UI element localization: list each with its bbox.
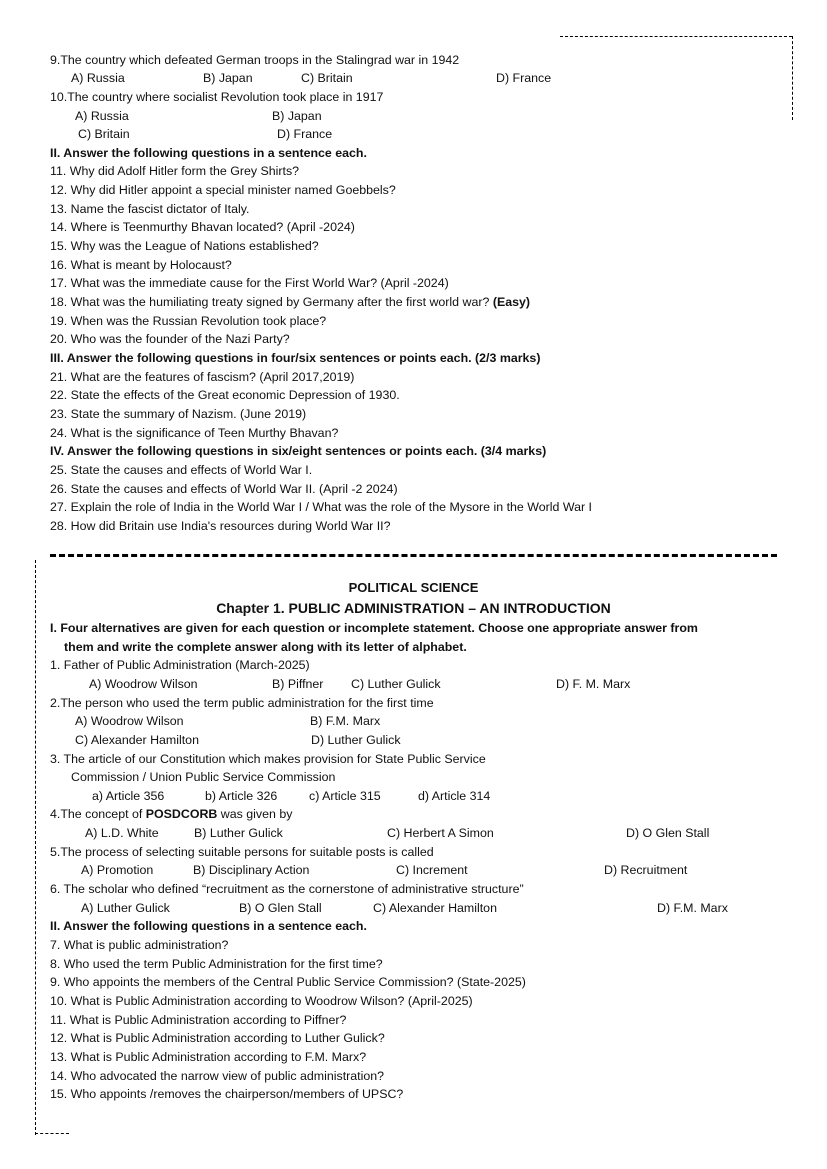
question-9: 9.The country which defeated German troops in the Stalingrad war in 1942	[50, 53, 460, 67]
q4-option-c: C) Herbert A Simon	[387, 826, 494, 840]
question-item: 20. Who was the founder of the Nazi Party?	[50, 332, 290, 346]
question-item: 9. Who appoints the members of the Central Public Service Commission? (State-2025)	[50, 975, 526, 989]
question-item: 27. Explain the role of India in the World War I / What was the role of the Mysore in the World War I	[50, 500, 592, 514]
right-border	[792, 36, 793, 120]
question-item: 24. What is the significance of Teen Murthy Bhavan?	[50, 426, 339, 440]
chapter-title: Chapter 1. PUBLIC ADMINISTRATION – AN INTRODUCTION	[216, 600, 611, 616]
question-5: 5.The process of selecting suitable persons for suitable posts is called	[50, 845, 434, 859]
section-divider	[50, 554, 777, 557]
bottom-border	[35, 1133, 69, 1134]
question-3: 3. The article of our Constitution which makes provision for State Public Service	[50, 752, 486, 766]
q4-option-b: B) Luther Gulick	[194, 826, 283, 840]
question-item	[50, 295, 530, 310]
posdcorb-term: POSDCORB	[145, 807, 218, 821]
q5-option-b: B) Disciplinary Action	[193, 863, 310, 877]
q4-text-pre: 4.The concept of	[50, 807, 146, 821]
question-item: 11. Why did Adolf Hitler form the Grey Shirts?	[50, 164, 300, 178]
question-item: 11. What is Public Administration according to Piffner?	[50, 1013, 347, 1027]
q2-option-a: A) Woodrow Wilson	[75, 714, 184, 728]
section-heading: II. Answer the following questions in a sentence each.	[50, 146, 367, 160]
q9-option-a: A) Russia	[71, 71, 125, 85]
q6-option-c: C) Alexander Hamilton	[373, 901, 497, 915]
difficulty-tag: (Easy)	[492, 295, 531, 309]
q2-option-b: B) F.M. Marx	[310, 714, 381, 728]
q10-option-a: A) Russia	[75, 109, 129, 123]
q1-option-c: C) Luther Gulick	[351, 677, 441, 691]
question-2: 2.The person who used the term public administration for the first time	[50, 696, 434, 710]
question-item: 12. What is Public Administration according to Luther Gulick?	[50, 1031, 385, 1045]
q2-option-c: C) Alexander Hamilton	[75, 733, 199, 747]
section-heading: II. Answer the following questions in a sentence each.	[50, 919, 367, 933]
question-item: 13. What is Public Administration according to F.M. Marx?	[50, 1050, 367, 1064]
q9-option-d: D) France	[496, 71, 552, 85]
q3-option-c: c) Article 315	[309, 789, 381, 803]
question-18-text: 18. What was the humiliating treaty signed by Germany after the first world war?	[50, 295, 490, 309]
q1-option-b: B) Piffner	[272, 677, 324, 691]
subject-title: POLITICAL SCIENCE	[348, 580, 479, 595]
q3-option-b: b) Article 326	[205, 789, 278, 803]
q10-option-c: C) Britain	[78, 127, 130, 141]
top-border	[560, 36, 792, 37]
question-item: 23. State the summary of Nazism. (June 2019)	[50, 407, 307, 421]
question-item: 22. State the effects of the Great economic Depression of 1930.	[50, 388, 400, 402]
q6-option-a: A) Luther Gulick	[81, 901, 170, 915]
question-4	[50, 807, 292, 822]
q6-option-d: D) F.M. Marx	[657, 901, 728, 915]
q9-option-b: B) Japan	[203, 71, 253, 85]
section-heading: I. Four alternatives are given for each question or incomplete statement. Choose one appropriate answer from	[50, 621, 698, 635]
question-6: 6. The scholar who defined “recruitment as the cornerstone of administrative structure”	[50, 882, 524, 896]
question-item: 13. Name the fascist dictator of Italy.	[50, 202, 250, 216]
question-3-cont: Commission / Union Public Service Commission	[71, 770, 336, 784]
q3-option-d: d) Article 314	[418, 789, 491, 803]
q2-option-d: D) Luther Gulick	[311, 733, 401, 747]
q4-option-d: D) O Glen Stall	[626, 826, 710, 840]
question-item: 14. Where is Teenmurthy Bhavan located? (April -2024)	[50, 220, 355, 234]
q4-option-a: A) L.D. White	[85, 826, 159, 840]
q3-option-a: a) Article 356	[92, 789, 165, 803]
question-item: 10. What is Public Administration according to Woodrow Wilson? (April-2025)	[50, 994, 473, 1008]
left-border	[35, 560, 36, 1135]
question-item: 21. What are the features of fascism? (April 2017,2019)	[50, 370, 355, 384]
question-1: 1. Father of Public Administration (March-2025)	[50, 658, 310, 672]
q10-option-b: B) Japan	[272, 109, 322, 123]
q10-option-d: D) France	[277, 127, 333, 141]
q6-option-b: B) O Glen Stall	[239, 901, 322, 915]
question-item: 19. When was the Russian Revolution took place?	[50, 314, 327, 328]
q1-option-d: D) F. M. Marx	[556, 677, 631, 691]
section-heading: III. Answer the following questions in four/six sentences or points each. (2/3 marks)	[50, 351, 541, 365]
section-heading-cont: them and write the complete answer along with its letter of alphabet.	[64, 640, 467, 654]
question-item: 16. What is meant by Holocaust?	[50, 258, 232, 272]
question-item: 12. Why did Hitler appoint a special minister named Goebbels?	[50, 183, 396, 197]
question-item: 8. Who used the term Public Administration for the first time?	[50, 957, 383, 971]
question-item: 14. Who advocated the narrow view of public administration?	[50, 1069, 385, 1083]
q9-option-c: C) Britain	[301, 71, 353, 85]
question-item: 7. What is public administration?	[50, 938, 229, 952]
q5-option-d: D) Recruitment	[604, 863, 688, 877]
question-item: 15. Who appoints /removes the chairperson/members of UPSC?	[50, 1087, 404, 1101]
q4-text-post: was given by	[217, 807, 293, 821]
question-10: 10.The country where socialist Revolution took place in 1917	[50, 90, 384, 104]
q1-option-a: A) Woodrow Wilson	[89, 677, 198, 691]
section-heading: IV. Answer the following questions in six/eight sentences or points each. (3/4 marks)	[50, 444, 547, 458]
question-item: 25. State the causes and effects of World War I.	[50, 463, 313, 477]
question-item: 28. How did Britain use India's resources during World War II?	[50, 519, 391, 533]
question-item: 26. State the causes and effects of World War II. (April -2 2024)	[50, 482, 398, 496]
question-item: 15. Why was the League of Nations established?	[50, 239, 319, 253]
question-item: 17. What was the immediate cause for the First World War? (April -2024)	[50, 276, 449, 290]
q5-option-a: A) Promotion	[81, 863, 154, 877]
q5-option-c: C) Increment	[396, 863, 468, 877]
